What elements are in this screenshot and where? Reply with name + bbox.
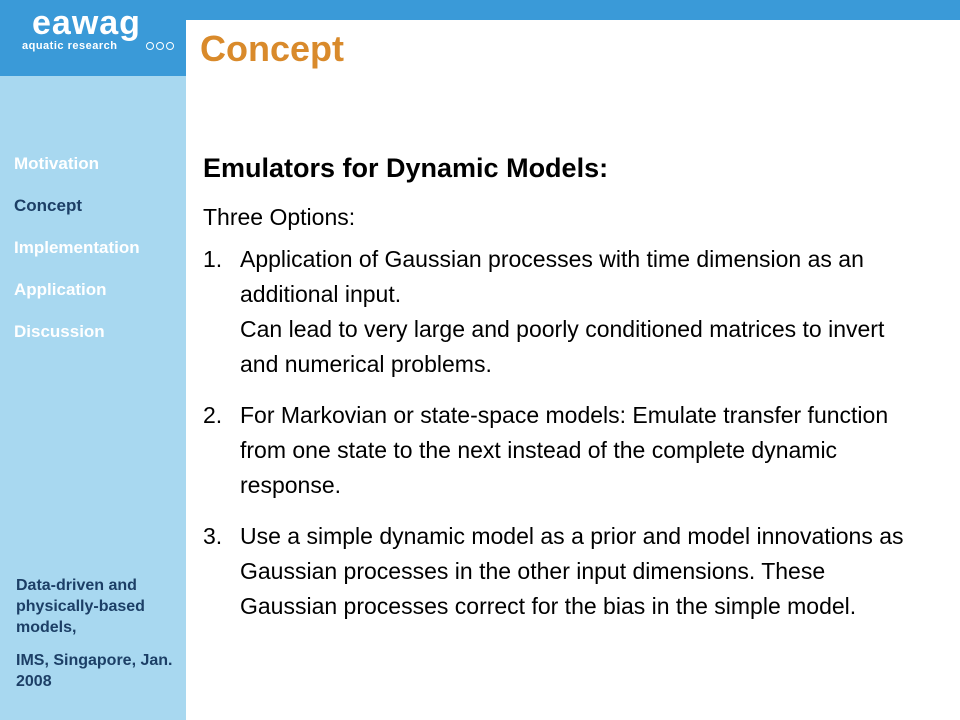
sidebar-footer [16, 575, 182, 692]
option-number: 1. [203, 246, 223, 272]
option-number: 3. [203, 523, 223, 549]
option-line: Use a simple dynamic model as a prior and model innovations as Gaussian processes in the other input dimensions. These Gaussian processes correct for the bias in the simple model. [240, 523, 904, 619]
option-text [240, 398, 923, 503]
option-line: Can lead to very large and poorly conditioned matrices to invert and numerical problems. [240, 316, 885, 377]
footer-venue: IMS, Singapore, Jan. 2008 [16, 652, 173, 690]
list-item [203, 519, 923, 624]
option-text [240, 242, 923, 382]
slide-content [203, 148, 923, 624]
option-number: 2. [203, 402, 223, 428]
footer-topic: Data-driven and physically-based models, [16, 577, 145, 636]
three-circles-icon [146, 42, 174, 50]
eawag-logo [0, 0, 186, 76]
option-line: For Markovian or state-space models: Emulate transfer function from one state to the next instead of the complete dynamic response. [240, 402, 889, 498]
sidebar-item-application[interactable]: Application [14, 280, 107, 299]
options-list [203, 242, 923, 624]
list-item [203, 398, 923, 503]
logo-wordmark: eawag [32, 4, 141, 42]
content-heading: Emulators for Dynamic Models: [203, 153, 609, 183]
option-text [240, 519, 923, 624]
sidebar-item-concept[interactable]: Concept [14, 196, 82, 215]
sidebar-item-discussion[interactable]: Discussion [14, 322, 105, 341]
option-line: Application of Gaussian processes with time dimension as an additional input. [240, 246, 864, 307]
logo-subtitle: aquatic research [22, 40, 118, 52]
top-accent-bar [186, 0, 960, 20]
page-title: Concept [200, 28, 344, 69]
sidebar-item-implementation[interactable]: Implementation [14, 238, 140, 257]
list-item [203, 242, 923, 382]
sidebar-item-motivation[interactable]: Motivation [14, 154, 99, 173]
content-intro: Three Options: [203, 204, 356, 230]
